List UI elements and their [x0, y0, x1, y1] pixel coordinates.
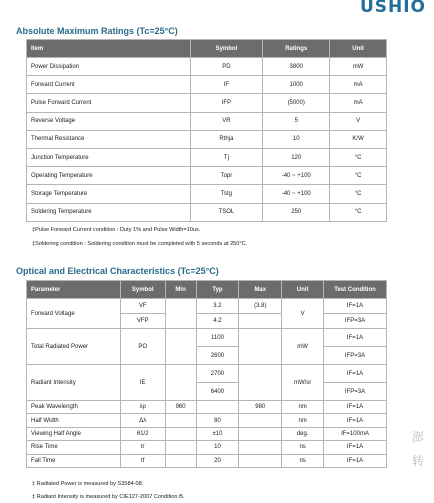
max-cell — [239, 365, 282, 401]
item-cell: Operating Temperature — [27, 167, 191, 185]
table-row — [27, 427, 387, 440]
condition-cell: IF=1A — [324, 441, 387, 454]
typ-cell: 2600 — [196, 347, 239, 365]
param-radiant-intensity: Radiant Intensity — [27, 365, 121, 401]
col-header-parameter: Parameter — [27, 281, 121, 299]
col-header-max: Max — [239, 281, 282, 299]
typ-cell: ±10 — [196, 427, 239, 440]
col-header-unit: Unit — [330, 40, 387, 58]
table-row — [27, 441, 387, 454]
ratings-cell: 250 — [263, 203, 330, 221]
unit-cell: nm — [282, 414, 324, 427]
col-header-unit: Unit — [282, 281, 324, 299]
symbol-cell: VF — [120, 299, 165, 314]
condition-cell: IF=1A — [324, 454, 387, 467]
table-row — [27, 414, 387, 427]
unit-cell: °C — [330, 203, 387, 221]
col-header-min: Min — [165, 281, 196, 299]
ushio-logo: USHIO — [359, 0, 426, 14]
table-row — [27, 167, 387, 185]
symbol-cell: VR — [190, 112, 263, 130]
typ-cell — [196, 401, 239, 414]
symbol-cell: θ1/2 — [120, 427, 165, 440]
typ-cell: 1100 — [196, 329, 239, 347]
condition-cell: IF=1A — [324, 414, 387, 427]
condition-cell: IF=1A — [324, 329, 387, 347]
unit-cell: deg. — [282, 427, 324, 440]
unit-cell: ns — [282, 441, 324, 454]
typ-cell: 80 — [196, 414, 239, 427]
col-header-test-condition: Test Condition — [324, 281, 387, 299]
condition-cell: IF=1A — [324, 299, 387, 314]
col-header-symbol: Symbol — [190, 40, 263, 58]
ratings-cell: 10 — [263, 130, 330, 148]
item-cell: Junction Temperature — [27, 148, 191, 166]
min-cell — [165, 427, 196, 440]
table-row — [27, 299, 387, 314]
ratings-cell: 3800 — [263, 58, 330, 76]
unit-cell: nm — [282, 401, 324, 414]
item-cell: Pulse Forward Current — [27, 94, 191, 112]
table-row — [27, 454, 387, 467]
unit-cell: mW — [282, 329, 324, 365]
abs-max-table — [26, 39, 387, 222]
table-row — [27, 329, 387, 347]
note-soldering-condition: ‡Soldering condition : Soldering condition must be completed with 5 seconds at 250°C. — [32, 241, 248, 247]
unit-cell: mA — [330, 76, 387, 94]
item-cell: Reverse Voltage — [27, 112, 191, 130]
typ-cell: 10 — [196, 441, 239, 454]
item-cell: Storage Temperature — [27, 185, 191, 203]
max-cell — [239, 414, 282, 427]
symbol-cell: Tj — [190, 148, 263, 166]
max-cell — [239, 454, 282, 467]
ratings-cell: 5 — [263, 112, 330, 130]
symbol-cell: TSOL — [190, 203, 263, 221]
unit-cell: K/W — [330, 130, 387, 148]
param-cell: Rise Time — [27, 441, 121, 454]
table-row — [27, 58, 387, 76]
unit-cell: mW/sr — [282, 365, 324, 401]
watermark-glyph: 转 — [411, 454, 424, 468]
abs-max-title: Absolute Maximum Ratings (Tc=25°C) — [16, 26, 178, 36]
param-cell: Peak Wavelength — [27, 401, 121, 414]
max-cell: (3.8) — [239, 299, 282, 314]
param-cell: Viewing Half Angle — [27, 427, 121, 440]
col-header-symbol: Symbol — [120, 281, 165, 299]
ratings-cell: 1000 — [263, 76, 330, 94]
max-cell: 980 — [239, 401, 282, 414]
condition-cell: IF=1A — [324, 401, 387, 414]
unit-cell: °C — [330, 185, 387, 203]
col-header-typ: Typ — [196, 281, 239, 299]
max-cell — [239, 329, 282, 365]
table-row — [27, 76, 387, 94]
min-cell: 960 — [165, 401, 196, 414]
min-cell — [165, 365, 196, 401]
col-header-item: Item — [27, 40, 191, 58]
unit-cell: V — [282, 299, 324, 329]
param-forward-voltage: Forward Voltage — [27, 299, 121, 329]
table-row — [27, 203, 387, 221]
symbol-cell: tf — [120, 454, 165, 467]
table-row — [27, 130, 387, 148]
symbol-cell: Topr — [190, 167, 263, 185]
condition-cell: IFP=3A — [324, 347, 387, 365]
symbol-cell: IF — [190, 76, 263, 94]
symbol-cell: PD — [190, 58, 263, 76]
condition-cell: IF=100mA — [324, 427, 387, 440]
optical-table — [26, 280, 387, 468]
table-row — [27, 185, 387, 203]
param-cell: Half Width — [27, 414, 121, 427]
condition-cell: IFP=3A — [324, 314, 387, 329]
unit-cell: mW — [330, 58, 387, 76]
symbol-cell: VFP — [120, 314, 165, 329]
note-radiated-power: ‡ Radiated Power is measured by S3584-08. — [32, 481, 144, 487]
symbol-cell: IE — [120, 365, 165, 401]
table-row — [27, 112, 387, 130]
symbol-cell: Δλ — [120, 414, 165, 427]
unit-cell: °C — [330, 167, 387, 185]
watermark-glyph: 澎 — [411, 430, 424, 444]
max-cell — [239, 427, 282, 440]
symbol-cell: tr — [120, 441, 165, 454]
symbol-cell: λp — [120, 401, 165, 414]
typ-cell: 4.2 — [196, 314, 239, 329]
param-total-radiated-power: Total Radiated Power — [27, 329, 121, 365]
note-radiant-intensity: ‡ Radiant Intensity is measured by CIE127-2007 Condition B. — [32, 494, 185, 500]
ratings-cell: (5000) — [263, 94, 330, 112]
table-row — [27, 401, 387, 414]
min-cell — [165, 329, 196, 365]
min-cell — [165, 441, 196, 454]
typ-cell: 3.2 — [196, 299, 239, 314]
condition-cell: IFP=3A — [324, 383, 387, 401]
item-cell: Power Dissipation — [27, 58, 191, 76]
note-pulse-condition: ‡Pulse Forward Current condition : Duty 1% and Pulse Width=10us. — [32, 227, 201, 233]
symbol-cell: IFP — [190, 94, 263, 112]
col-header-ratings: Ratings — [263, 40, 330, 58]
max-cell — [239, 441, 282, 454]
min-cell — [165, 454, 196, 467]
ratings-cell: -40 ~ +100 — [263, 167, 330, 185]
item-cell: Soldering Temperature — [27, 203, 191, 221]
unit-cell: ns — [282, 454, 324, 467]
item-cell: Thermal Resistance — [27, 130, 191, 148]
item-cell: Forward Current — [27, 76, 191, 94]
condition-cell: IF=1A — [324, 365, 387, 383]
symbol-cell: PO — [120, 329, 165, 365]
param-cell: Fall Time — [27, 454, 121, 467]
unit-cell: mA — [330, 94, 387, 112]
max-cell — [239, 314, 282, 329]
ratings-cell: -40 ~ +100 — [263, 185, 330, 203]
optical-title: Optical and Electrical Characteristics (Tc=25°C) — [16, 266, 219, 276]
table-row — [27, 94, 387, 112]
min-cell — [165, 299, 196, 329]
symbol-cell: Tstg — [190, 185, 263, 203]
typ-cell: 2700 — [196, 365, 239, 383]
typ-cell: 20 — [196, 454, 239, 467]
symbol-cell: Rthja — [190, 130, 263, 148]
unit-cell: V — [330, 112, 387, 130]
typ-cell: 6400 — [196, 383, 239, 401]
table-row — [27, 148, 387, 166]
table-row — [27, 365, 387, 383]
ratings-cell: 120 — [263, 148, 330, 166]
min-cell — [165, 414, 196, 427]
unit-cell: °C — [330, 148, 387, 166]
